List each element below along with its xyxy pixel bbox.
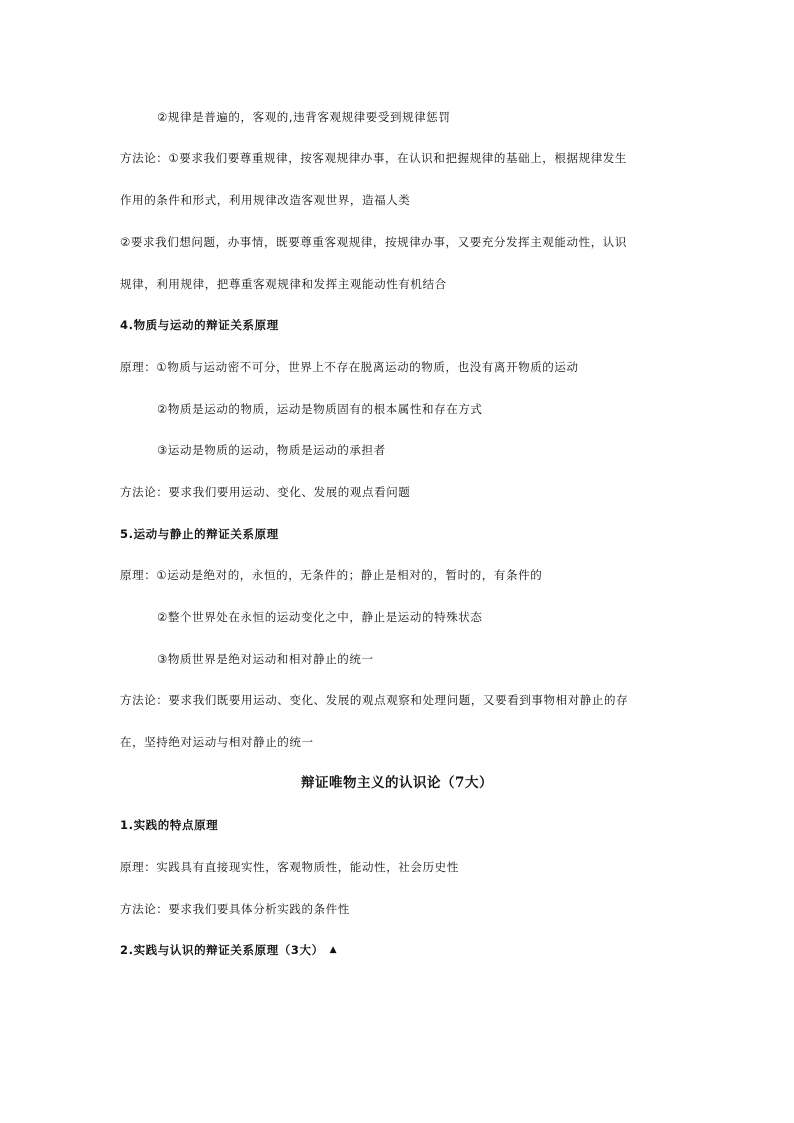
methodology-1-line-1: 方法论：①要求我们要尊重规律，按客观规律办事，在认识和把握规律的基础上，根据规律发生 — [120, 151, 628, 165]
section-5-principle-1: 原理：①运动是绝对的，永恒的，无条件的；静止是相对的，暂时的，有条件的 — [120, 568, 543, 582]
section-4-principle-1: 原理：①物质与运动密不可分，世界上不存在脱离运动的物质，也没有离开物质的运动 — [120, 360, 579, 374]
methodology-1-line-2: 作用的条件和形式，利用规律改造客观世界，造福人类 — [120, 193, 411, 207]
triangle-mark-icon: ▲ — [329, 945, 338, 955]
practice-principle: 原理：实践具有直接现实性，客观物质性，能动性，社会历史性 — [120, 860, 459, 874]
practice-cognition-heading — [120, 943, 337, 957]
epistemology-title: 辩证唯物主义的认识论（7大） — [301, 775, 493, 791]
practice-cognition-heading-text: 2.实践与认识的辩证关系原理（3大） — [120, 943, 324, 957]
practice-methodology: 方法论：要求我们要具体分析实践的条件性 — [120, 902, 350, 916]
section-5-methodology-line-2: 在，坚持绝对运动与相对静止的统一 — [120, 735, 314, 749]
section-4-heading: 4.物质与运动的辩证关系原理 — [120, 318, 279, 332]
section-5-principle-2: ②整个世界处在永恒的运动变化之中，静止是运动的特殊状态 — [157, 610, 483, 624]
section-5-methodology-line-1: 方法论：要求我们既要用运动、变化、发展的观点观察和处理问题，又要看到事物相对静止的存 — [120, 693, 629, 707]
law-point-2: ②规律是普遍的，客观的,违背客观规律要受到规律惩罚 — [157, 110, 451, 124]
methodology-2-line-2: 规律，利用规律，把尊重客观规律和发挥主观能动性有机结合 — [120, 277, 447, 291]
section-5-heading: 5.运动与静止的辩证关系原理 — [120, 527, 279, 541]
section-5-principle-3: ③物质世界是绝对运动和相对静止的统一 — [157, 652, 374, 666]
section-4-methodology: 方法论：要求我们要用运动、变化、发展的观点看问题 — [120, 485, 411, 499]
practice-section-heading: 1.实践的特点原理 — [120, 818, 219, 832]
section-4-principle-3: ③运动是物质的运动，物质是运动的承担者 — [157, 443, 386, 457]
methodology-2-line-1: ②要求我们想问题，办事情，既要尊重客观规律，按规律办事，又要充分发挥主观能动性，认识 — [120, 235, 628, 249]
section-4-principle-2: ②物质是运动的物质，运动是物质固有的根本属性和存在方式 — [157, 402, 483, 416]
